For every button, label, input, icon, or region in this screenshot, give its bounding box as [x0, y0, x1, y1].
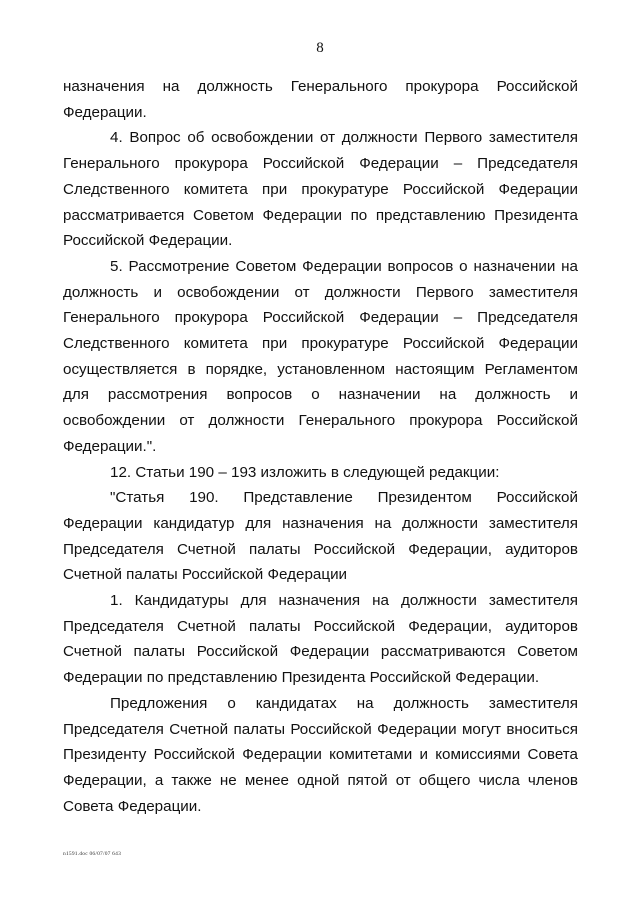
article-190-heading: "Статья 190. Представление Президентом Российской Федерации кандидатур для назначения на должности заместителя Председателя Счетной палаты Российской Федерации, аудиторов Счетной палаты Российской Федерации [63, 489, 578, 584]
page-number: 8 [316, 40, 324, 56]
document-body [63, 74, 578, 819]
document-footer: n1591.doc 06/07/07 643 [63, 851, 122, 857]
paragraph-item-4: 4. Вопрос об освобождении от должности Первого заместителя Генерального прокурора Российской Федерации – Председателя Следственного комитета при прокуратуре Российской Федерации рассматривается Советом Федерации по представлению Президента Российской Федерации. [63, 129, 578, 250]
article-190-clause-1: 1. Кандидатуры для назначения на должности заместителя Председателя Счетной палаты Российской Федерации, аудиторов Счетной палаты Российской Федерации рассматриваются Советом Федерации по представлению Президента Российской Федерации. [63, 592, 578, 687]
article-190-proposals-paragraph: Предложения о кандидатах на должность заместителя Председателя Счетной палаты Российской Федерации могут вноситься Президенту Российской Федерации комитетами и комиссиями Совета Федерации, а также не менее одной пятой от общего числа членов Совета Федерации. [63, 694, 578, 815]
paragraph-continuation: назначения на должность Генерального прокурора Российской Федерации. [63, 78, 578, 121]
paragraph-item-12: 12. Статьи 190 – 193 изложить в следующей редакции: [110, 463, 500, 481]
paragraph-item-5: 5. Рассмотрение Советом Федерации вопросов о назначении на должность и освобождении от должности Первого заместителя Генерального прокурора Российской Федерации – Председателя Следственного комитета при прокуратуре Российской Федерации осуществляется в порядке, установленном настоящим Регламентом для рассмотрения вопросов о назначении на должность и освобождении от должности Генерального прокурора Российской Федерации.". [63, 257, 578, 455]
